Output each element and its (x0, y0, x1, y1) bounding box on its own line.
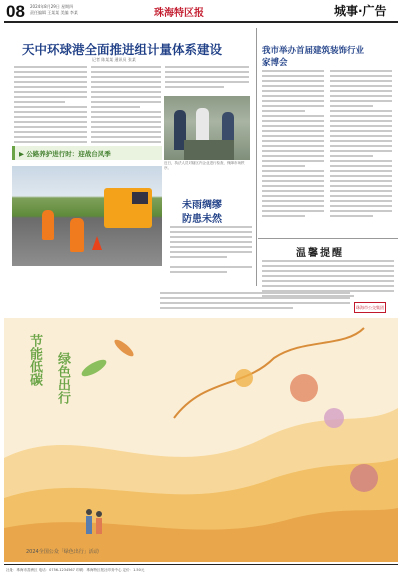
poster-vertical-1: 节能低碳 (27, 334, 42, 386)
truck-window (132, 192, 148, 204)
article2-title: 我市举办首届建筑装饰行业 (262, 46, 365, 56)
worker-2 (70, 218, 84, 252)
masthead (0, 0, 401, 22)
article1-title: 天中环球港全面推进组计量体系建设 (22, 42, 223, 57)
article2-title-line2: 家博会 (262, 58, 288, 68)
poster-leaf-2 (324, 408, 344, 428)
poster-leaf-1 (290, 374, 318, 402)
notice-body-2 (160, 292, 350, 316)
paper-name: 珠海特区报 (154, 8, 204, 19)
poster-walker-2-head (96, 511, 102, 517)
notice-title: 温馨提醒 (296, 248, 344, 259)
caption2-line2: 防患未然 (182, 214, 222, 225)
poster (4, 318, 398, 562)
poster-walker-2 (96, 518, 102, 534)
caption2-line1: 未雨绸缪 (182, 200, 222, 211)
poster-vertical-2: 绿色出行 (55, 352, 70, 404)
article1-photo (164, 96, 250, 160)
cone (92, 236, 102, 250)
photo-caption: 近日，执法人员对辖区内企业进行检查，保障市场秩序。 (164, 161, 245, 170)
caption2-body (170, 226, 252, 266)
road-article-body (170, 266, 252, 282)
page-number: 08 (6, 2, 25, 21)
masthead-rule (4, 21, 398, 23)
column-divider (256, 28, 257, 286)
article1-byline: 记者 陈某某 通讯员 张某 (92, 57, 136, 62)
poster-leaf-4 (350, 464, 378, 492)
worker-1 (42, 210, 54, 240)
section-title: 城事·广告 (334, 4, 387, 18)
article2-col1 (262, 70, 324, 222)
article1-col1 (14, 66, 87, 146)
strip-banner-text: ▶ 公路养护进行时：迎战台风季 (19, 150, 111, 158)
road-photo (12, 166, 162, 266)
article1-col3 (165, 66, 249, 94)
poster-leaf-3 (235, 369, 253, 387)
poster-walker-1-head (86, 509, 92, 515)
footer-rule (4, 564, 398, 565)
footer-text: 社址：珠海市香洲区 电话：0756-1234567 印刷：珠海特区报社印务中心 定价：1.50元 (6, 568, 145, 572)
poster-walker-1 (86, 516, 92, 534)
notice-rule (258, 238, 398, 239)
photo-table (184, 140, 234, 160)
masthead-meta-1: 2024年8月29日 星期四 (30, 4, 74, 9)
article1-col2 (91, 66, 161, 146)
notice-stamp-text: 珠海市公交集团 (356, 305, 384, 310)
article2-col2 (330, 70, 392, 222)
strip-banner (12, 146, 162, 160)
poster-footer: 2024全国公众「绿色出行」活动 (26, 549, 99, 555)
masthead-meta-2: 责任编辑 王某某 美编 李某 (30, 10, 78, 15)
notice-stamp (354, 302, 386, 313)
